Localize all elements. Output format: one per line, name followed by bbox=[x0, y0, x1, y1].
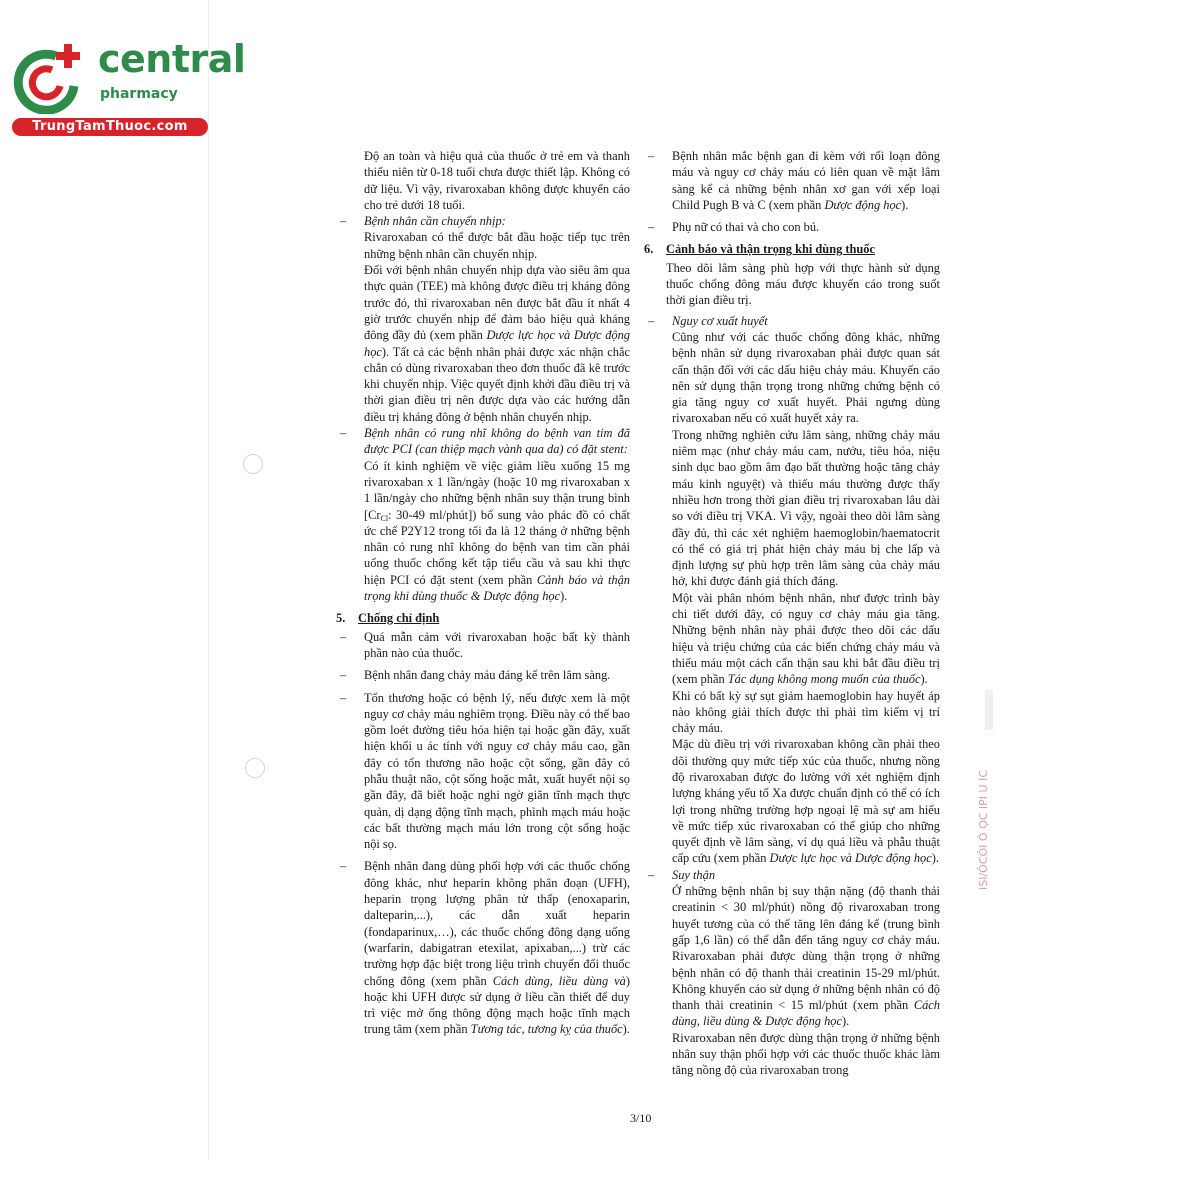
cross-reference: Cách dùng, liều dùng và bbox=[492, 973, 626, 988]
section-5-heading: 5. Chống chỉ định bbox=[336, 611, 440, 626]
page-edge bbox=[208, 0, 209, 1160]
list-dash: – bbox=[340, 668, 347, 683]
section-6-intro: Theo dõi lâm sàng phù hợp với thực hành sử dụng thuốc chống đông máu được khuyến cáo trong suốt thời gian điều trị. bbox=[666, 260, 940, 308]
list-item: – Bệnh nhân đang chảy máu đáng kể trên lâm sàng. bbox=[340, 668, 611, 683]
list-item: – Quá mẫn cảm với rivaroxaban hoặc bất kỳ thành phần nào của thuốc. bbox=[340, 629, 630, 660]
section-title: Cảnh báo và thận trọng khi dùng thuốc bbox=[666, 242, 875, 257]
section-title: Chống chỉ định bbox=[358, 611, 440, 626]
list-dash: – bbox=[340, 629, 347, 644]
list-dash: – bbox=[648, 867, 655, 882]
list-item: – Bệnh nhân mắc bệnh gan đi kèm với rối loạn đông máu và nguy cơ chảy máu có liên quan về mặt lâm sàng kể cả những bệnh nhân xơ gan với xếp loại Child Pugh B và C (xem phần Dược động học). bbox=[648, 149, 940, 212]
list-dash: – bbox=[340, 214, 347, 229]
brand-website-link[interactable]: TrungTamThuoc.com bbox=[12, 118, 208, 136]
cross-reference: Dược động học bbox=[824, 197, 902, 212]
renal-impairment-item: – Suy thận Ở những bệnh nhân bị suy thận nặng (độ thanh thải creatinin < 30 ml/phút) nồng độ rivaroxaban trong huyết tương của có thể tăng lên đáng kể (trung bình gấp 1,6 lần) có thể dẫn đến tăng nguy cơ chảy máu. Rivaroxaban phải được dùng thận trọng ở những bệnh nhân có độ thanh thải creatinin 15-29 ml/phút. Không khuyến cáo sử dụng ở những bệnh nhân có độ thanh thải creatinin < 15 ml/phút (xem phần Cách dùng, liều dùng & Dược động học). Rivaroxaban nên được dùng thận trọng ở những bệnh nhân suy thận phối hợp với các thuốc thuốc khác làm tăng nồng độ của rivaroxaban trong bbox=[648, 867, 940, 1078]
list-dash: – bbox=[340, 426, 347, 441]
pharmacy-cross-icon bbox=[12, 42, 84, 114]
cross-reference: Tương tác, tương kỵ của thuốc bbox=[470, 1022, 623, 1037]
cardioversion-p1: Rivaroxaban có thể được bắt đầu hoặc tiếp tục trên những bệnh nhân cần chuyển nhịp. bbox=[364, 230, 630, 261]
brand-name: central bbox=[98, 37, 246, 81]
list-dash: – bbox=[648, 313, 655, 328]
list-dash: – bbox=[340, 859, 347, 874]
punch-hole bbox=[245, 758, 265, 778]
bleeding-risk-title: Nguy cơ xuất huyết bbox=[672, 313, 768, 328]
left-column bbox=[336, 148, 630, 1044]
bleeding-risk-item: – Nguy cơ xuất huyết Cũng như với các thuốc chống đông khác, những bệnh nhân sử dụng rivaroxaban phải được quan sát cẩn thận đối với các dấu hiệu chảy máu. Khuyến cáo nên sử dụng thận trọng trong những chứng bệnh có gia tăng nguy cơ xuất huyết. Phải ngưng dùng rivaroxaban nếu có xuất huyết xảy ra. Trong những nghiên cứu lâm sàng, những chảy máu niêm mạc (như chảy máu cam, nướu, tiêu hóa, niệu sinh dục bao gồm âm đạo bất thường hoặc tăng chảy máu kinh nguyệt) và thiếu máu thường được thấy nhiều hơn trong thời gian điều trị rivaroxaban lâu dài so với điều trị VKA. Vì vậy, ngoài theo dõi lâm sàng đầy đủ, thì các xét nghiệm haemoglobin/haematocrit có thể có giá trị phát hiện chảy máu bị che lấp và định lượng sự phù hợp trên lâm sàng của chảy máu hở, khi được đánh giá thích đáng. Một vài phân nhóm bệnh nhân, như được trình bày chi tiết dưới đây, có nguy cơ chảy máu gia tăng. Những bệnh nhân này phải được theo dõi các dấu hiệu và triệu chứng của các biến chứng chảy máu và thiếu máu một cách cẩn thận sau khi bắt đầu điều trị (xem phần Tác dụng không mong muốn của thuốc). Khi có bất kỳ sự sụt giảm haemoglobin hay huyết áp nào không giải thích được thì phải tìm kiếm vị trí chảy máu. Mặc dù điều trị với rivaroxaban không cần phải theo dõi thường quy mức tiếp xúc của thuốc, nhưng nồng độ rivaroxaban được đo lường với xét nghiệm định lượng kháng yếu tố Xa được chuẩn định có thể có ích lợi trong những trường hợp ngoại lệ mà sự am hiểu về mức tiếp xúc rivaroxaban có thể giúp cho những quyết định về lâm sàng, ví dụ quá liều và phẫu thuật cấp cứu (xem phần Dược lực học và Dược động học). bbox=[648, 313, 940, 866]
stamp-mark: ISI/ÔCÔI Ô ỌC IPI U IC bbox=[977, 770, 990, 890]
page-number: 3/10 bbox=[630, 1111, 652, 1125]
renal-title: Suy thận bbox=[672, 867, 716, 882]
list-item: – Phụ nữ có thai và cho con bú. bbox=[648, 220, 820, 235]
central-pharmacy-logo[interactable] bbox=[10, 36, 246, 136]
cardioversion-title: Bệnh nhân cần chuyển nhịp: bbox=[364, 214, 506, 229]
punch-hole bbox=[243, 454, 263, 474]
list-dash: – bbox=[648, 149, 655, 163]
cross-reference: Tác dụng không mong muốn của thuốc bbox=[727, 672, 921, 687]
right-column bbox=[644, 148, 940, 1079]
section-6-heading: 6. Cảnh báo và thận trọng khi dùng thuốc bbox=[644, 242, 875, 257]
list-item: – Bệnh nhân đang dùng phối hợp với các thuốc chống đông khác, như heparin không phân đoạn (UFH), heparin trọng lượng phân tử thấp (enoxaparin, dalteparin,...), các dẫn xuất heparin (fondaparinux,…), các thuốc chống đông dạng uống (warfarin, dabigatran etexilat, apixaban,...) trừ các trường hợp đặc biệt trong liệu trình chuyển đổi thuốc chống đông (xem phần Cách dùng, liều dùng và) hoặc khi UFH được sử dụng ở liều cần thiết để duy trì việc mở ống thông động mạch hoặc tĩnh mạch trung tâm (xem phần Tương tác, tương kỵ của thuốc). bbox=[340, 859, 630, 1037]
cross-reference: Dược lực học và Dược động học bbox=[769, 851, 932, 866]
pediatric-paragraph: Độ an toàn và hiệu quả của thuốc ở trẻ em và thanh thiếu niên từ 0-18 tuổi chưa được thiết lập. Không có dữ liệu. Vì vậy, rivaroxaban không được khuyến cáo cho trẻ dưới 18 tuổi. bbox=[364, 149, 630, 212]
pci-item bbox=[336, 425, 630, 604]
pci-title: Bệnh nhân có rung nhĩ không do bệnh van tim đã được PCI (can thiệp mạch vành qua da) có đặt stent: bbox=[364, 426, 630, 457]
cardioversion-p2: Đối với bệnh nhân chuyển nhịp dựa vào siêu âm qua thực quản (TEE) mà không được điều trị kháng đông trước đó, thì rivaroxaban nên được bắt đầu ít nhất 4 giờ trước chuyển nhịp để đảm bảo hiệu quả kháng đông đầy đủ (xem phần Dược lực học và Dược động học). Tất cả các bệnh nhân phải được xác nhận chắc chắn có dùng rivaroxaban theo đơn thuốc đã kê trước khi chuyển nhịp. Việc quyết định khởi đầu điều trị và thời gian điều trị nên được dựa vào các hướng dẫn điều trị kháng đông ở bệnh nhân chuyển nhịp. bbox=[364, 263, 630, 424]
cross-reference: Cách dùng, liều dùng & Dược động học bbox=[672, 998, 940, 1029]
brand-subtitle: pharmacy bbox=[100, 86, 178, 102]
cardioversion-item bbox=[336, 213, 630, 425]
list-dash: – bbox=[340, 690, 347, 705]
pci-paragraph: Có ít kinh nghiệm về việc giảm liều xuống 15 mg rivaroxaban x 1 lần/ngày (hoặc 10 mg rivaroxaban x 1 lần/ngày cho những bệnh nhân suy thận trung bình [$Cr_{Cl}$: 30-49 ml/phút]) bổ sung vào phác đồ có chất ức chế P2Y12 trong tối đa là 12 tháng ở những bệnh nhân có rung nhĩ không do bệnh van tim cần phải uống thuốc chống kết tập tiểu cầu và sau khi thực hiện PCI có đặt stent (xem phần Cảnh báo và thận trọng khi dùng thuốc & Dược động học). bbox=[364, 458, 630, 604]
list-dash: – bbox=[648, 220, 655, 235]
cross-reference: Cảnh báo và thận trọng khi dùng thuốc & Dược động học bbox=[364, 572, 630, 604]
list-item: – Tổn thương hoặc có bệnh lý, nếu được xem là một nguy cơ chảy máu nghiêm trọng. Điều này có thể bao gồm loét đường tiêu hóa hiện tại hoặc gần đây, xuất hiện khối u ác tính với nguy cơ chảy máu cao, gần đây có tổn thương não hoặc cột sống, gần đây có phẫu thuật não, cột sống hoặc mắt, xuất huyết nội sọ gần đây, đã biết hoặc nghi ngờ giãn tĩnh mạch thực quản, dị dạng động tĩnh mạch, phình mạch máu hoặc các bất thường mạch máu lớn trong cột sống hoặc nội sọ. bbox=[340, 690, 630, 852]
cross-reference: Dược lực học và Dược động học bbox=[364, 328, 630, 359]
